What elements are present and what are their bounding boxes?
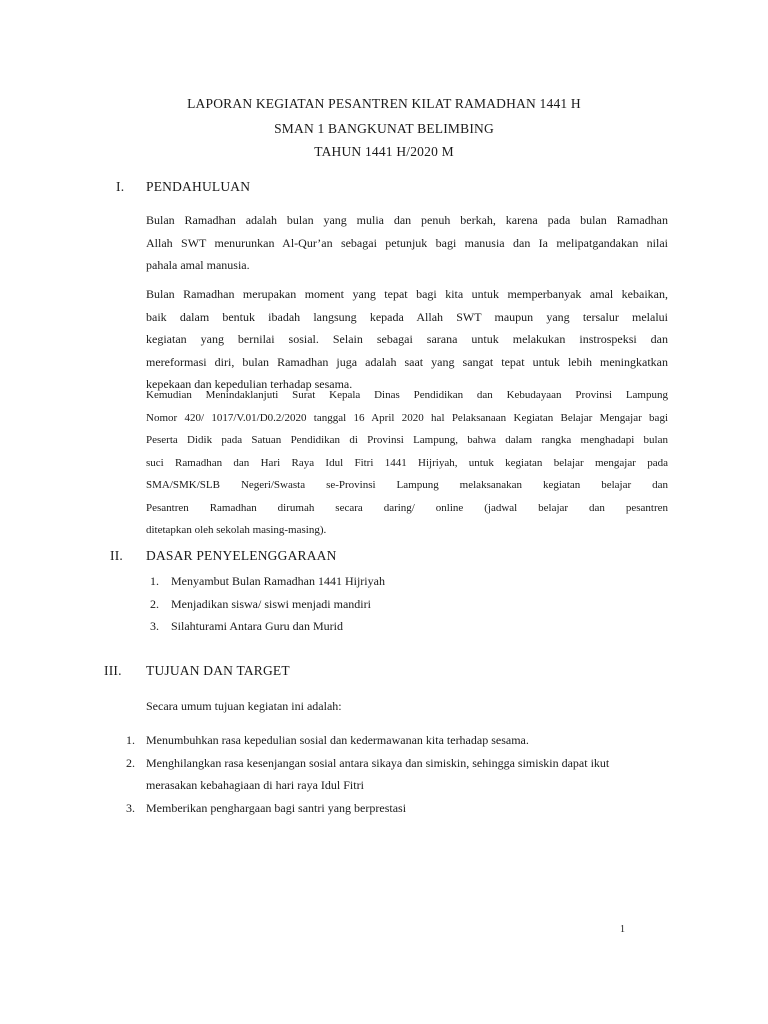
paragraph-line: baik dalam bentuk ibadah langsung kepada Allah SWT maupun yang tersalur melalui — [146, 309, 668, 324]
list-item-number: 1. — [150, 574, 159, 588]
list-item-text: Menjadikan siswa/ siswi menjadi mandiri — [171, 597, 371, 611]
list-item-number: 2. — [126, 756, 135, 770]
paragraph-line: Peserta Didik pada Satuan Pendidikan di Provinsi Lampung, bahwa dalam rangka menghadapi bulan — [146, 434, 668, 446]
paragraph-line: Allah SWT menurunkan Al-Qur’an sebagai petunjuk bagi manusia dan Ia melipatgandakan nilai — [146, 235, 668, 250]
paragraph-line: kepekaan dan kepedulian terhadap sesama. — [146, 377, 353, 391]
section-3-number: III. — [104, 663, 122, 678]
section-1-paragraph-1 — [146, 209, 668, 277]
document-title-line-1: LAPORAN KEGIATAN PESANTREN KILAT RAMADHAN 1441 H — [187, 96, 581, 111]
list-item-number: 3. — [126, 801, 135, 815]
section-1-paragraph-3 — [146, 384, 668, 542]
list-item-text: Menumbuhkan rasa kepedulian sosial dan kedermawanan kita terhadap sesama. — [146, 733, 529, 747]
section-2-title: DASAR PENYELENGGARAAN — [146, 548, 337, 563]
list-item-number: 2. — [150, 597, 159, 611]
list-item-text: Menghilangkan rasa kesenjangan sosial antara sikaya dan simiskin, sehingga simiskin dapat ikut — [146, 756, 610, 770]
section-2-number: II. — [110, 548, 123, 563]
paragraph-line: Bulan Ramadhan adalah bulan yang mulia dan penuh berkah, karena pada bulan Ramadhan — [146, 213, 668, 227]
paragraph-line: Kemudian Menindaklanjuti Surat Kepala Dinas Pendidikan dan Kebudayaan Provinsi Lampung — [146, 389, 668, 401]
list-item-number: 3. — [150, 619, 159, 633]
section-1-title: PENDAHULUAN — [146, 179, 251, 194]
paragraph-line: Nomor 420/ 1017/V.01/D0.2/2020 tanggal 16 April 2020 hal Pelaksanaan Kegiatan Belajar Mengajar bagi — [146, 411, 668, 424]
list-item-text-continued: merasakan kebahagiaan di hari raya Idul Fitri — [146, 778, 364, 792]
section-1-number: I. — [116, 179, 125, 194]
section-1-paragraph-2 — [146, 283, 668, 396]
paragraph-line: ditetapkan oleh sekolah masing-masing). — [146, 524, 327, 536]
paragraph-line: SMA/SMK/SLB Negeri/Swasta se-Provinsi Lampung melaksanakan kegiatan belajar dan — [146, 479, 668, 491]
list-item-text: Menyambut Bulan Ramadhan 1441 Hijriyah — [171, 574, 385, 588]
paragraph-line: pahala amal manusia. — [146, 258, 250, 272]
section-3-intro-text: Secara umum tujuan kegiatan ini adalah: — [146, 699, 342, 713]
paragraph-line: Pesantren Ramadhan dirumah secara daring/ online (jadwal belajar dan pesantren — [146, 501, 668, 514]
document-title-line-3: TAHUN 1441 H/2020 M — [314, 144, 454, 159]
paragraph-line: mereformasi diri, bulan Ramadhan juga adalah saat yang sangat tepat untuk lebih meningkatkan — [146, 354, 668, 369]
paragraph-line: kegiatan yang bernilai sosial. Selain sebagai sarana untuk melakukan instrospeksi dan — [146, 332, 668, 346]
paragraph-line: Bulan Ramadhan merupakan moment yang tepat bagi kita untuk memperbanyak amal kebaikan, — [146, 287, 668, 301]
list-item-number: 1. — [126, 733, 135, 747]
list-item-text: Silahturami Antara Guru dan Murid — [171, 619, 343, 633]
paragraph-line: suci Ramadhan dan Hari Raya Idul Fitri 1441 Hijriyah, untuk kegiatan belajar mengajar pada — [146, 456, 668, 469]
section-3-title: TUJUAN DAN TARGET — [146, 663, 290, 678]
list-item-text: Memberikan penghargaan bagi santri yang berprestasi — [146, 801, 407, 815]
page-number: 1 — [620, 924, 625, 935]
document-title-line-2: SMAN 1 BANGKUNAT BELIMBING — [274, 121, 494, 136]
